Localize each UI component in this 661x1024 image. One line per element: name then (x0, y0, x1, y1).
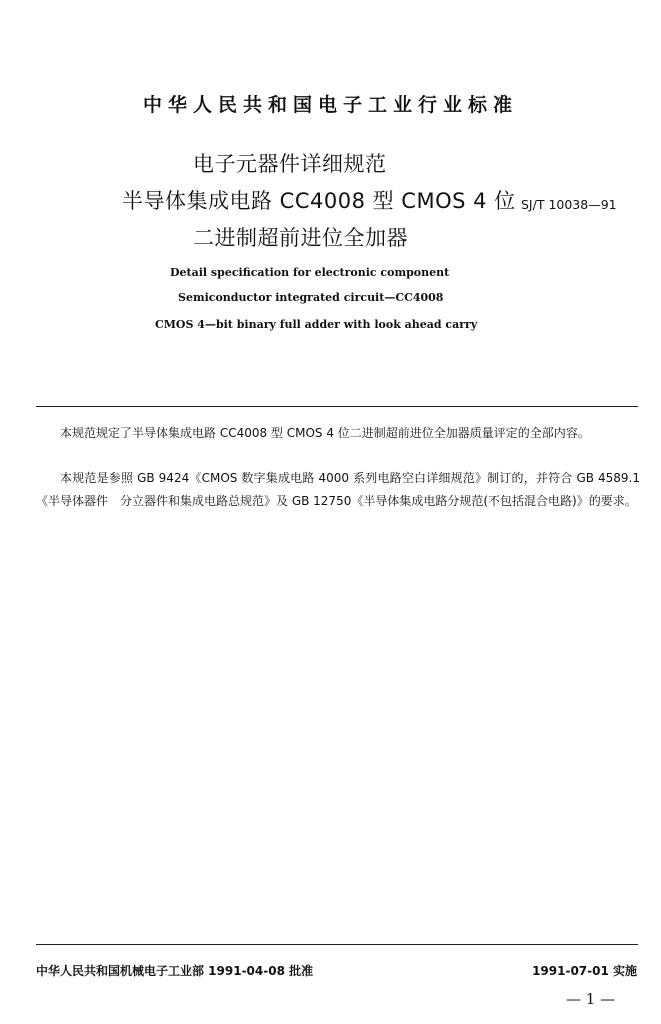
title-cn-line-1: 电子元器件详细规范 (193, 152, 387, 176)
title-en-line-2: Semiconductor integrated circuit—CC4008 (178, 291, 444, 304)
body-paragraph-references: 本规范是参照 GB 9424《CMOS 数字集成电路 4000 系列电路空白详细规范》制订的，并符合 GB 4589.1《半导体器件 分立器件和集成电路总规范》及 GB 12750《半导体集成电路分规范(不包括混合电路)》的要求。 (36, 471, 640, 508)
bottom-divider (36, 944, 638, 945)
title-cn-line-2: 半导体集成电路 CC4008 型 CMOS 4 位 (122, 189, 516, 213)
title-cn-line-3: 二进制超前进位全加器 (193, 226, 408, 250)
standard-code: SJ/T 10038—91 (521, 197, 617, 212)
title-en-line-3: CMOS 4—bit binary full adder with look ahead carry (155, 318, 478, 331)
title-en-line-1: Detail specification for electronic component (170, 266, 450, 279)
body-paragraph-scope: 本规范规定了半导体集成电路 CC4008 型 CMOS 4 位二进制超前进位全加器质量评定的全部内容。 (60, 426, 590, 440)
approval-statement: 中华人民共和国机械电子工业部 1991-04-08 批准 (36, 964, 314, 978)
top-divider (36, 406, 638, 407)
page-number: — 1 — (566, 990, 616, 1008)
standard-category-header: 中华人民共和国电子工业行业标准 (142, 94, 518, 116)
effective-date: 1991-07-01 实施 (532, 964, 637, 978)
